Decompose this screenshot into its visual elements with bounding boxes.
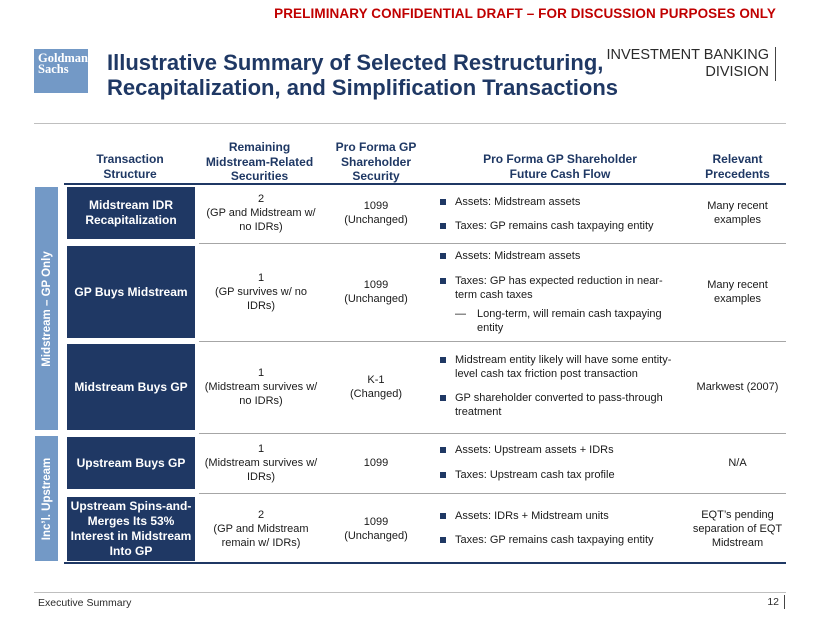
division-line2: DIVISION [705, 64, 769, 80]
division-line1: INVESTMENT BANKING [606, 47, 769, 63]
col-header-security: Pro Forma GP Shareholder Security [335, 140, 417, 183]
row-4-structure: Upstream Buys GP [67, 437, 195, 489]
division-label [607, 47, 776, 81]
row-4-security: 1099 [363, 457, 389, 469]
row-3-security: K-1 (Changed) [350, 374, 402, 400]
group-label-gp-only-text: Midstream – GP Only [40, 250, 53, 367]
row-3-bullet-1: Midstream entity likely will have some entity-level cash tax friction post transaction [438, 354, 678, 381]
row-3-precedent: Markwest (2007) [696, 381, 779, 393]
row-5-bullet-2: Taxes: GP remains cash taxpaying entity [438, 534, 678, 548]
row-2-security: 1099 (Unchanged) [344, 279, 408, 305]
col-header-structure: Transaction Structure [96, 152, 164, 181]
row-separator [199, 493, 786, 494]
row-2-precedent: Many recent examples [707, 279, 768, 305]
col-header-securities: Remaining Midstream-Related Securities [205, 140, 314, 183]
row-separator [199, 243, 786, 244]
footer-divider [34, 592, 786, 593]
row-5-security: 1099 (Unchanged) [344, 516, 408, 542]
logo-line1: Goldman [38, 51, 89, 65]
row-1-precedent: Many recent examples [707, 200, 768, 226]
row-5-bullet-1: Assets: IDRs + Midstream units [438, 510, 678, 524]
row-5-securities: 2 (GP and Midstream remain w/ IDRs) [213, 509, 309, 549]
row-2-subbullet [455, 308, 680, 335]
confidential-banner: PRELIMINARY CONFIDENTIAL DRAFT – FOR DISCUSSION PURPOSES ONLY [274, 6, 776, 21]
logo-line2: Sachs [38, 62, 69, 76]
row-3-bullet-2: GP shareholder converted to pass-through treatment [438, 392, 678, 419]
col-header-cashflow: Pro Forma GP Shareholder Future Cash Flow [483, 152, 637, 181]
row-1-securities: 2 (GP and Midstream w/ no IDRs) [206, 193, 316, 233]
row-3-securities: 1 (Midstream survives w/ no IDRs) [204, 367, 318, 407]
row-1-security: 1099 (Unchanged) [344, 200, 408, 226]
row-5-structure: Upstream Spins-and-Merges Its 53% Interest in Midstream Into GP [67, 497, 195, 561]
page-number: 12 [767, 595, 785, 609]
page-title [107, 50, 618, 100]
row-separator [199, 341, 786, 342]
row-2-subbullet-text: Long-term, will remain cash taxpaying entity [477, 308, 662, 334]
group-label-upstream [35, 436, 58, 561]
header-rule [64, 183, 786, 185]
dash-marker: — [455, 308, 466, 320]
goldman-sachs-logo [34, 49, 88, 93]
row-2-structure: GP Buys Midstream [67, 246, 195, 338]
row-2-bullet-2: Taxes: GP has expected reduction in near-term cash taxes [438, 275, 678, 302]
row-separator [199, 433, 786, 434]
row-1-structure: Midstream IDR Recapitalization [67, 187, 195, 239]
row-4-bullet-1: Assets: Upstream assets + IDRs [438, 444, 678, 458]
row-3-structure: Midstream Buys GP [67, 344, 195, 430]
row-1-bullet-2: Taxes: GP remains cash taxpaying entity [438, 220, 678, 234]
title-divider [34, 123, 786, 124]
row-4-precedent: N/A [728, 457, 747, 469]
row-5-precedent: EQT’s pending separation of EQT Midstream [692, 509, 783, 549]
row-1-bullet-1: Assets: Midstream assets [438, 196, 678, 210]
col-header-precedents: Relevant Precedents [705, 152, 770, 181]
title-line1: Illustrative Summary of Selected Restructuring, [107, 50, 604, 75]
table-bottom-rule [64, 562, 786, 564]
row-4-bullet-2: Taxes: Upstream cash tax profile [438, 469, 678, 483]
group-label-gp-only [35, 187, 58, 430]
row-2-bullet-1: Assets: Midstream assets [438, 250, 678, 264]
row-4-securities: 1 (Midstream survives w/ IDRs) [204, 443, 318, 483]
title-line2: Recapitalization, and Simplification Transactions [107, 75, 618, 100]
group-label-upstream-text: Inc’l. Upstream [40, 457, 53, 540]
footer-section-label: Executive Summary [38, 597, 132, 609]
row-2-securities: 1 (GP survives w/ no IDRs) [214, 272, 308, 312]
